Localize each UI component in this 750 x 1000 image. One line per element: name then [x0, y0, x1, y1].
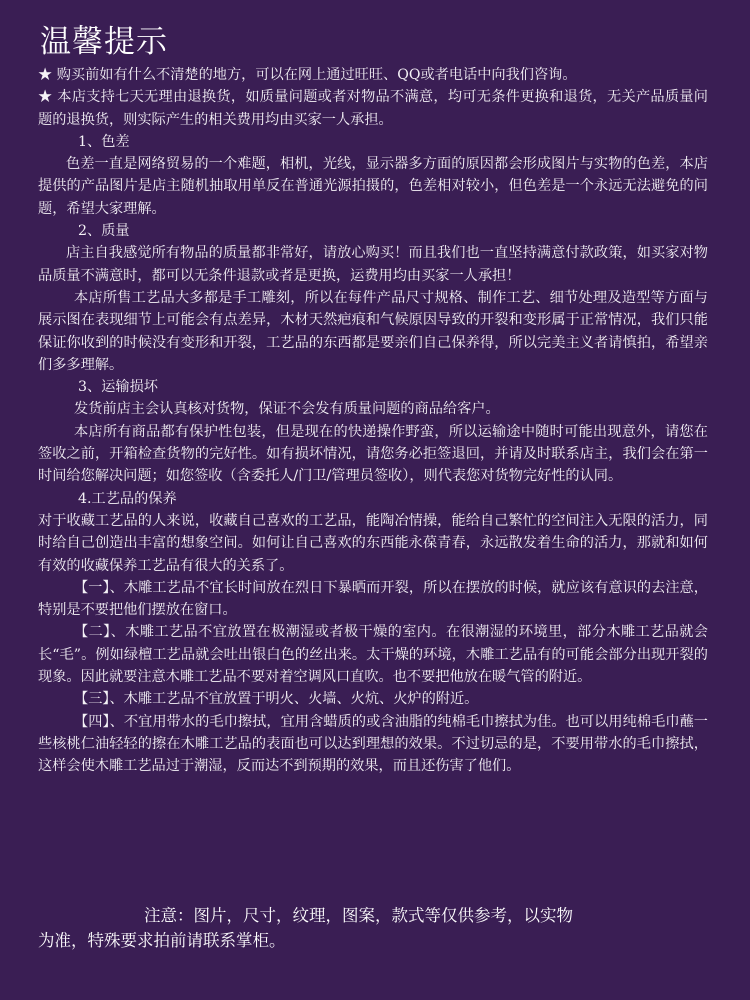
reference-notice	[38, 903, 713, 953]
bullet-return-policy: ★ 本店支持七天无理由退换货，如质量问题或者对物品不满意，均可无条件更换和退货，无关产品质量问题的退换货，则实际产生的相关费用均由买家一人承担。	[38, 89, 708, 128]
section-shipping-paragraph-2: 本店所有商品都有保护性包装，但是现在的快递操作野蛮，所以运输途中随时可能出现意外，请您在签收之前，开箱检查货物的完好性。如有损坏情况，请您务必拒签退回，并请及时联系店主，我们会在第一时间给您解决问题；如您签收（含委托人/门卫/管理员签收），则代表您对货物完好性的认同。	[38, 423, 708, 485]
section-heading-shipping: 3、运输损坏	[78, 379, 158, 396]
section-shipping-paragraph-1: 发货前店主会认真核对货物，保证不会发有质量问题的商品给客户。	[74, 401, 500, 418]
care-item-1: 【一】、木雕工艺品不宜长时间放在烈日下暴晒而开裂，所以在摆放的时候，就应该有意识的去注意，特别是不要把他们摆放在窗口。	[38, 579, 708, 619]
bullet-consult: ★ 购买前如有什么不清楚的地方，可以在网上通过旺旺、QQ或者电话中向我们咨询。	[38, 67, 577, 83]
section-care-intro: 对于收藏工艺品的人来说，收藏自己喜欢的工艺品，能陶冶情操，能给自己繁忙的空间注入无限的活力，同时给自己创造出丰富的想象空间。如何让自己喜欢的东西能永葆青春，永远散发着生命的活力，那就和如何有效的收藏保养工艺品有很大的关系了。	[38, 512, 708, 574]
section-quality-paragraph-2: 本店所售工艺品大多都是手工雕刻，所以在每件产品尺寸规格、制作工艺、细节处理及造型等方面与展示图在表现细节上可能会有点差异，木材天然疤痕和气候原因导致的开裂和变形属于正常情况，我们只能保证你收到的时候没有变形和开裂，工艺品的东西都是要亲们自己保养得，所以完美主义者请慎拍，希望亲们多多理解。	[38, 289, 708, 373]
notice-line-1: 注意：图片，尺寸，纹理，图案，款式等仅供参考，以实物	[144, 906, 573, 925]
section-heading-care: 4.工艺品的保养	[78, 490, 177, 507]
section-heading-color: 1、色差	[78, 133, 130, 150]
notice-line-2: 为准，特殊要求拍前请联系掌柜。	[38, 931, 286, 950]
section-color-paragraph: 色差一直是网络贸易的一个难题，相机，光线，显示器多方面的原因都会形成图片与实物的色差，本店提供的产品图片是店主随机抽取用单反在普通光源拍摄的，色差相对较小，但色差是一个永远无法避免的问题，希望大家理解。	[38, 156, 708, 217]
page-title: 温馨提示	[40, 24, 168, 60]
section-quality-paragraph-1: 店主自我感觉所有物品的质量都非常好，请放心购买！而且我们也一直坚持满意付款政策，如买家对物品质量不满意时，都可以无条件退款或者是更换，运费用均由买家一人承担！	[38, 245, 708, 284]
notice-content	[38, 64, 708, 778]
section-heading-quality: 2、质量	[78, 223, 130, 240]
care-item-3: 【三】、木雕工艺品不宜放置于明火、火墙、火炕、火炉的附近。	[74, 691, 479, 708]
care-item-4: 【四】、不宜用带水的毛巾擦拭，宜用含蜡质的或含油脂的纯棉毛巾擦拭为佳。也可以用纯棉毛巾蘸一些核桃仁油轻轻的擦在木雕工艺品的表面也可以达到理想的效果。不过切忌的是，不要用带水的毛巾擦拭，这样会使木雕工艺品过于潮湿，反而达不到预期的效果，而且还伤害了他们。	[38, 713, 708, 775]
care-item-2: 【二】、木雕工艺品不宜放置在极潮湿或者极干燥的室内。在很潮湿的环境里，部分木雕工艺品就会长“毛”。例如绿檀工艺品就会吐出银白色的丝出来。太干燥的环境，木雕工艺品有的可能会部分出现开裂的现象。因此就要注意木雕工艺品不要对着空调风口直吹。也不要把他放在暖气管的附近。	[38, 624, 708, 686]
